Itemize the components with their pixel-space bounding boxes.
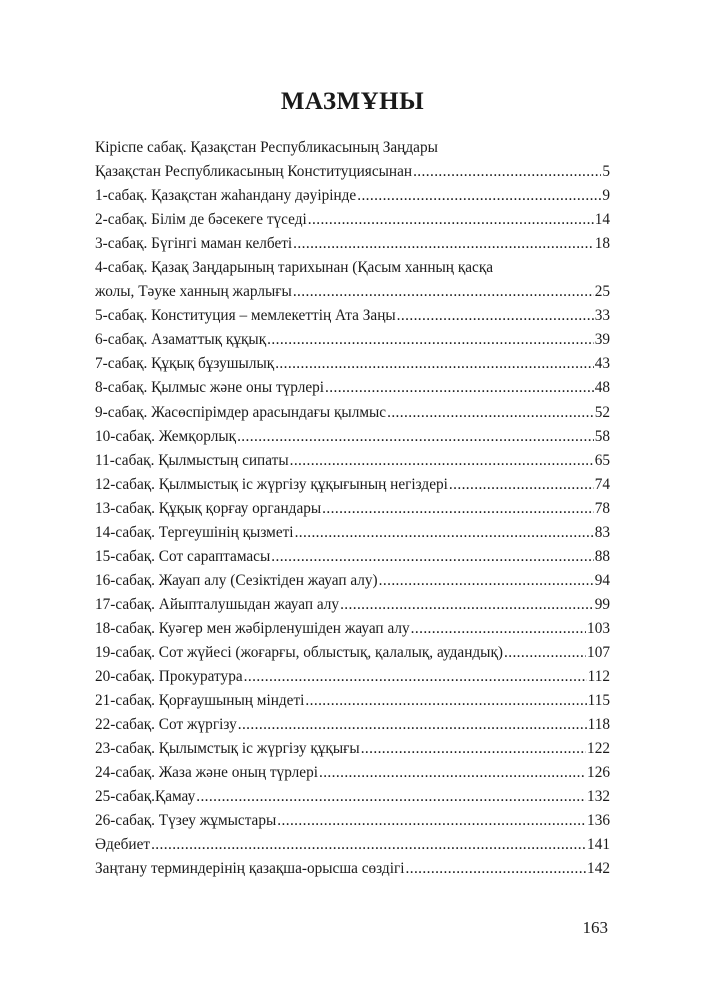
toc-entry-title: 19-сабақ. Сот жүйесі (жоғарғы, облыстық, қалалық, аудандық)	[95, 643, 503, 661]
toc-entry-title-line: Кіріспе сабақ. Қазақстан Республикасының Заңдары	[95, 139, 438, 156]
toc-entry[interactable]	[95, 498, 610, 520]
toc-entry-row	[95, 329, 610, 351]
dot-leader	[411, 618, 586, 640]
dot-leader	[449, 474, 594, 496]
toc-entry-page: 39	[594, 331, 610, 349]
toc-entry-page: 122	[587, 740, 610, 758]
toc-entry[interactable]	[95, 353, 610, 375]
toc-entry-page: 94	[594, 571, 610, 589]
toc-entry[interactable]	[95, 522, 610, 544]
dot-leader	[322, 498, 594, 520]
toc-entry-row	[95, 690, 610, 712]
toc-entry[interactable]	[95, 402, 610, 424]
toc-entry-page: 5	[602, 163, 610, 181]
toc-entry[interactable]	[95, 185, 610, 207]
toc-entry-row	[95, 522, 610, 544]
toc-entry-row	[95, 762, 610, 784]
toc-entry-row	[95, 209, 610, 231]
toc-entry-title: жолы, Тәуке ханның жарлығы	[95, 283, 292, 301]
toc-entry-page: 58	[594, 427, 610, 445]
toc-entry-title: 1-сабақ. Қазақстан жаһандану дәуірінде	[95, 187, 357, 205]
dot-leader	[267, 329, 594, 351]
toc-entry-page: 43	[594, 355, 610, 373]
toc-entry-title: 26-сабақ. Түзеу жұмыстары	[95, 812, 277, 830]
toc-entry-title: 17-сабақ. Айыпталушыдан жауап алу	[95, 595, 340, 613]
toc-entry-title: 11-сабақ. Қылмыстың сипаты	[95, 451, 289, 469]
toc-entry-title: 8-сабақ. Қылмыс және оны түрлері	[95, 379, 325, 397]
page-number: 163	[582, 918, 608, 937]
toc-entry-title: 7-сабақ. Құқық бұзушылық	[95, 355, 275, 373]
toc-entry[interactable]	[95, 257, 610, 303]
dot-leader	[238, 714, 587, 736]
toc-entry[interactable]	[95, 786, 610, 808]
toc-entry-title: 22-сабақ. Сот жүргізу	[95, 716, 237, 734]
toc-entry[interactable]	[95, 762, 610, 784]
toc-entry-row	[95, 402, 610, 424]
dot-leader	[244, 666, 587, 688]
toc-entry-title: Заңтану терминдерінің қазақша-орысша сөздігі	[95, 860, 405, 878]
dot-leader	[319, 762, 586, 784]
toc-entry[interactable]	[95, 858, 610, 880]
toc-entry[interactable]	[95, 690, 610, 712]
toc-entry[interactable]	[95, 810, 610, 832]
toc-entry-page: 25	[594, 283, 610, 301]
dot-leader	[413, 161, 601, 183]
toc-entry[interactable]	[95, 233, 610, 255]
toc-entry-title: Қазақстан Республикасының Конституциясынан	[95, 163, 413, 181]
toc-entry-row	[95, 426, 610, 448]
toc-entry-title: 18-сабақ. Куәгер мен жәбірленушіден жауап алу	[95, 619, 410, 637]
toc-entry-title: 5-сабақ. Конституция – мемлекеттің Ата Заңы	[95, 307, 396, 325]
toc-entry-page: 112	[587, 668, 610, 686]
page-title: МАЗМҰНЫ	[280, 88, 425, 115]
toc-entry-page: 132	[587, 788, 610, 806]
toc-entry-page: 65	[594, 451, 610, 469]
toc-entry-page: 18	[594, 235, 610, 253]
toc-entry-row	[95, 377, 610, 399]
toc-entry-title: Әдебиет	[95, 836, 151, 854]
toc-entry-page: 99	[594, 595, 610, 613]
toc-entry-row	[95, 666, 610, 688]
toc-entry-title: 20-сабақ. Прокуратура	[95, 668, 243, 686]
toc-entry-row	[95, 858, 610, 880]
toc-entry-row	[95, 233, 610, 255]
toc-entry-title: 9-сабақ. Жасөспірімдер арасындағы қылмыс	[95, 403, 387, 421]
dot-leader	[406, 858, 587, 880]
toc-entry-row	[95, 185, 610, 207]
dot-leader	[237, 426, 594, 448]
dot-leader	[361, 738, 586, 760]
table-of-contents	[95, 137, 610, 882]
toc-entry-row	[95, 498, 610, 520]
toc-entry-page: 14	[594, 211, 610, 229]
toc-entry-title: 10-сабақ. Жемқорлық	[95, 427, 237, 445]
toc-entry-page: 33	[594, 307, 610, 325]
toc-entry-page: 118	[587, 716, 610, 734]
dot-leader	[295, 522, 594, 544]
toc-entry[interactable]	[95, 834, 610, 856]
toc-entry[interactable]	[95, 642, 610, 664]
toc-entry[interactable]	[95, 137, 610, 183]
toc-entry-row	[95, 618, 610, 640]
toc-entry[interactable]	[95, 714, 610, 736]
toc-entry-title-line: 4-сабақ. Қазақ Заңдарының тарихынан (Қасым ханның қасқа	[95, 259, 494, 277]
toc-entry-row	[95, 281, 610, 303]
toc-entry-row	[95, 714, 610, 736]
dot-leader	[275, 353, 594, 375]
toc-entry[interactable]	[95, 377, 610, 399]
toc-entry-page: 83	[594, 523, 610, 541]
dot-leader	[271, 546, 593, 568]
dot-leader	[277, 810, 586, 832]
toc-entry-title: 21-сабақ. Қорғаушының міндеті	[95, 692, 305, 710]
toc-entry-row	[95, 353, 610, 375]
dot-leader	[325, 377, 594, 399]
toc-entry-title: 3-сабақ. Бүгінгі маман келбеті	[95, 235, 293, 253]
dot-leader	[379, 570, 594, 592]
toc-entry-title: 16-сабақ. Жауап алу (Сезіктіден жауап алу)	[95, 571, 378, 589]
toc-entry-title: 14-сабақ. Тергеушінің қызметі	[95, 523, 294, 541]
toc-entry-title: 2-сабақ. Білім де бәсекеге түседі	[95, 211, 307, 229]
toc-entry-row	[95, 305, 610, 327]
toc-entry-title: 6-сабақ. Азаматтық құқық	[95, 331, 267, 349]
toc-entry-row	[95, 570, 610, 592]
toc-entry-row	[95, 642, 610, 664]
toc-entry-page: 78	[594, 499, 610, 517]
toc-entry-page: 88	[594, 547, 610, 565]
dot-leader	[308, 209, 594, 231]
dot-leader	[340, 594, 594, 616]
toc-entry-row	[95, 474, 610, 496]
toc-entry[interactable]	[95, 426, 610, 448]
dot-leader	[151, 834, 586, 856]
toc-entry-page: 107	[587, 643, 610, 661]
toc-entry-page: 9	[602, 187, 610, 205]
toc-entry-page: 74	[594, 475, 610, 493]
toc-entry[interactable]	[95, 666, 610, 688]
toc-entry-row	[95, 738, 610, 760]
dot-leader	[357, 185, 601, 207]
toc-entry[interactable]	[95, 570, 610, 592]
dot-leader	[196, 786, 586, 808]
toc-entry-title: 25-сабақ.Қамау	[95, 788, 196, 806]
dot-leader	[397, 305, 594, 327]
toc-entry-title: 24-сабақ. Жаза және оның түрлері	[95, 764, 318, 782]
dot-leader	[504, 642, 586, 664]
dot-leader	[293, 281, 594, 303]
toc-entry-title: 12-сабақ. Қылмыстық іс жүргізу құқығының негіздері	[95, 475, 448, 493]
dot-leader	[293, 233, 594, 255]
toc-entry-title: 15-сабақ. Сот сараптамасы	[95, 547, 271, 565]
toc-entry-row	[95, 834, 610, 856]
toc-entry[interactable]	[95, 329, 610, 351]
toc-entry-title: 13-сабақ. Құқық қорғау органдары	[95, 499, 322, 517]
toc-entry-page: 52	[594, 403, 610, 421]
toc-entry-row	[95, 594, 610, 616]
toc-entry[interactable]	[95, 618, 610, 640]
toc-entry-page: 115	[587, 692, 610, 710]
toc-entry[interactable]	[95, 305, 610, 327]
toc-entry-row	[95, 810, 610, 832]
toc-entry[interactable]	[95, 594, 610, 616]
toc-entry-row	[95, 450, 610, 472]
toc-entry[interactable]	[95, 474, 610, 496]
dot-leader	[305, 690, 586, 712]
toc-entry-page: 103	[587, 619, 610, 637]
toc-entry-page: 136	[587, 812, 610, 830]
toc-entry-page: 141	[587, 836, 610, 854]
toc-entry[interactable]	[95, 209, 610, 231]
toc-entry[interactable]	[95, 738, 610, 760]
toc-entry[interactable]	[95, 546, 610, 568]
toc-entry-title: 23-сабақ. Қылымстық іс жүргізу құқығы	[95, 740, 360, 758]
toc-entry-page: 48	[594, 379, 610, 397]
toc-entry-row	[95, 161, 610, 183]
toc-entry-page: 142	[587, 860, 610, 878]
toc-entry-row	[95, 546, 610, 568]
toc-entry[interactable]	[95, 450, 610, 472]
toc-entry-row	[95, 786, 610, 808]
toc-entry-page: 126	[587, 764, 610, 782]
dot-leader	[290, 450, 594, 472]
dot-leader	[387, 402, 594, 424]
